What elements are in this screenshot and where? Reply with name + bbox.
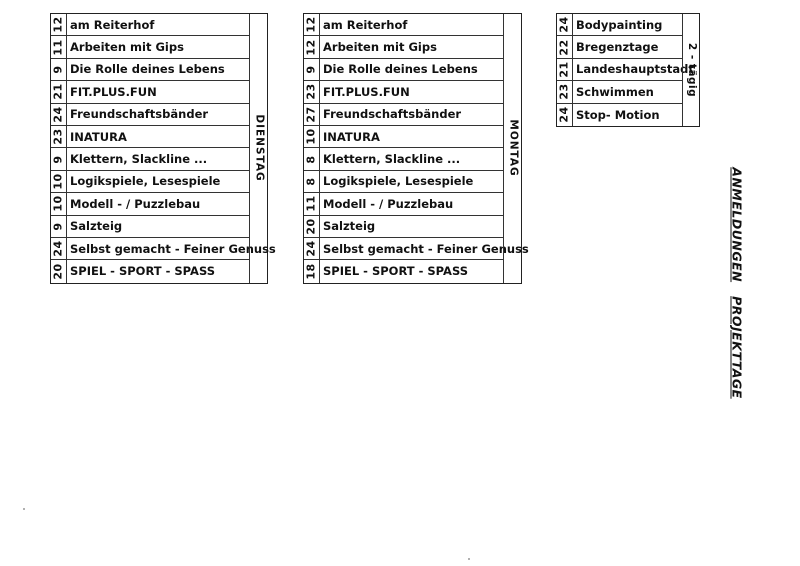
row-project: Freundschaftsbänder [323,107,462,122]
table-row [51,238,276,260]
row-project: am Reiterhof [70,17,155,32]
row-project: Arbeiten mit Gips [323,40,437,55]
row-count: 9 [51,216,67,237]
row-project: INATURA [70,129,127,144]
row-project: SPIEL - SPORT - SPASS [70,264,216,279]
table-row [304,216,503,238]
row-count: 12 [51,14,67,35]
row-project: Landeshauptstadt [576,62,694,77]
row-count: 27 [304,104,320,125]
table-row [304,260,503,282]
row-count: 24 [51,104,67,125]
row-count: 23 [51,126,67,147]
table-row [304,126,503,148]
row-count: 18 [304,260,320,282]
row-count: 23 [304,81,320,102]
day-label: DIENSTAG [253,114,266,182]
row-project: Klettern, Slackline ... [323,152,461,167]
row-count: 8 [304,148,320,169]
table-row [51,104,249,126]
table-row [51,216,249,238]
row-count: 9 [51,148,67,169]
row-project: Stop- Motion [576,107,660,122]
table-row [304,148,503,170]
row-count: 12 [304,14,320,35]
row-project: SPIEL - SPORT - SPASS [323,264,469,279]
table-row [557,36,682,58]
page-title-part1: ANMELDUNGEN [729,167,745,283]
table-row [557,104,682,126]
row-project: Salzteig [70,219,123,234]
scan-speck [23,508,25,510]
table-row [304,81,503,103]
row-count: 9 [304,59,320,80]
table-2-taegig [556,13,700,127]
row-project: Die Rolle deines Lebens [70,62,225,77]
table-row [304,238,529,260]
table-row [304,59,503,81]
row-count: 10 [51,171,67,192]
row-count: 10 [51,193,67,214]
row-project: Die Rolle deines Lebens [323,62,478,77]
day-label-column [249,14,269,283]
row-project: INATURA [323,129,380,144]
table-row [304,36,503,58]
table-row [51,148,249,170]
day-label-column [682,14,701,126]
table-montag [303,13,529,284]
table-row [557,59,694,81]
row-project: Bodypainting [576,17,663,32]
row-project: Bregenztage [576,40,659,55]
row-count: 8 [304,171,320,192]
scan-speck [468,558,470,560]
row-count: 21 [557,59,573,80]
day-label: 2 - tägig [686,42,698,98]
row-count: 24 [51,238,67,259]
table-row [304,193,503,215]
row-count: 10 [304,126,320,147]
row-project: Freundschaftsbänder [70,107,209,122]
row-project: Salzteig [323,219,376,234]
row-project: Modell - / Puzzlebau [323,196,454,211]
row-project: Selbst gemacht - Feiner Genuss [323,241,529,256]
table-row [304,14,503,36]
table-row [557,81,682,103]
table-row [51,36,249,58]
row-project: FIT.PLUS.FUN [70,84,157,99]
row-count: 20 [51,260,67,282]
table-row [557,14,682,36]
table-row [51,59,249,81]
day-label-column [503,14,523,283]
table-row [51,260,249,282]
table-row [51,171,249,193]
table-row [51,126,249,148]
page-title-part2: PROJEKTTAGE [729,296,745,399]
row-project: Schwimmen [576,84,654,99]
row-count: 12 [304,36,320,57]
table-row [304,104,503,126]
table-dienstag [50,13,276,284]
table-row [304,171,503,193]
table-row [51,81,249,103]
row-project: Klettern, Slackline ... [70,152,208,167]
table-row [51,14,249,36]
row-count: 23 [557,81,573,102]
row-project: Selbst gemacht - Feiner Genuss [70,241,276,256]
row-project: FIT.PLUS.FUN [323,84,410,99]
row-count: 20 [304,216,320,237]
row-count: 21 [51,81,67,102]
row-project: Modell - / Puzzlebau [70,196,201,211]
row-project: Logikspiele, Lesespiele [70,174,221,189]
row-project: Logikspiele, Lesespiele [323,174,474,189]
row-count: 22 [557,36,573,57]
row-count: 11 [304,193,320,214]
page-title [730,167,745,398]
row-project: am Reiterhof [323,17,408,32]
row-count: 24 [557,104,573,126]
row-project: Arbeiten mit Gips [70,40,184,55]
day-label: MONTAG [507,119,520,177]
table-row [51,193,249,215]
row-count: 24 [304,238,320,259]
row-count: 24 [557,14,573,35]
row-count: 11 [51,36,67,57]
row-count: 9 [51,59,67,80]
